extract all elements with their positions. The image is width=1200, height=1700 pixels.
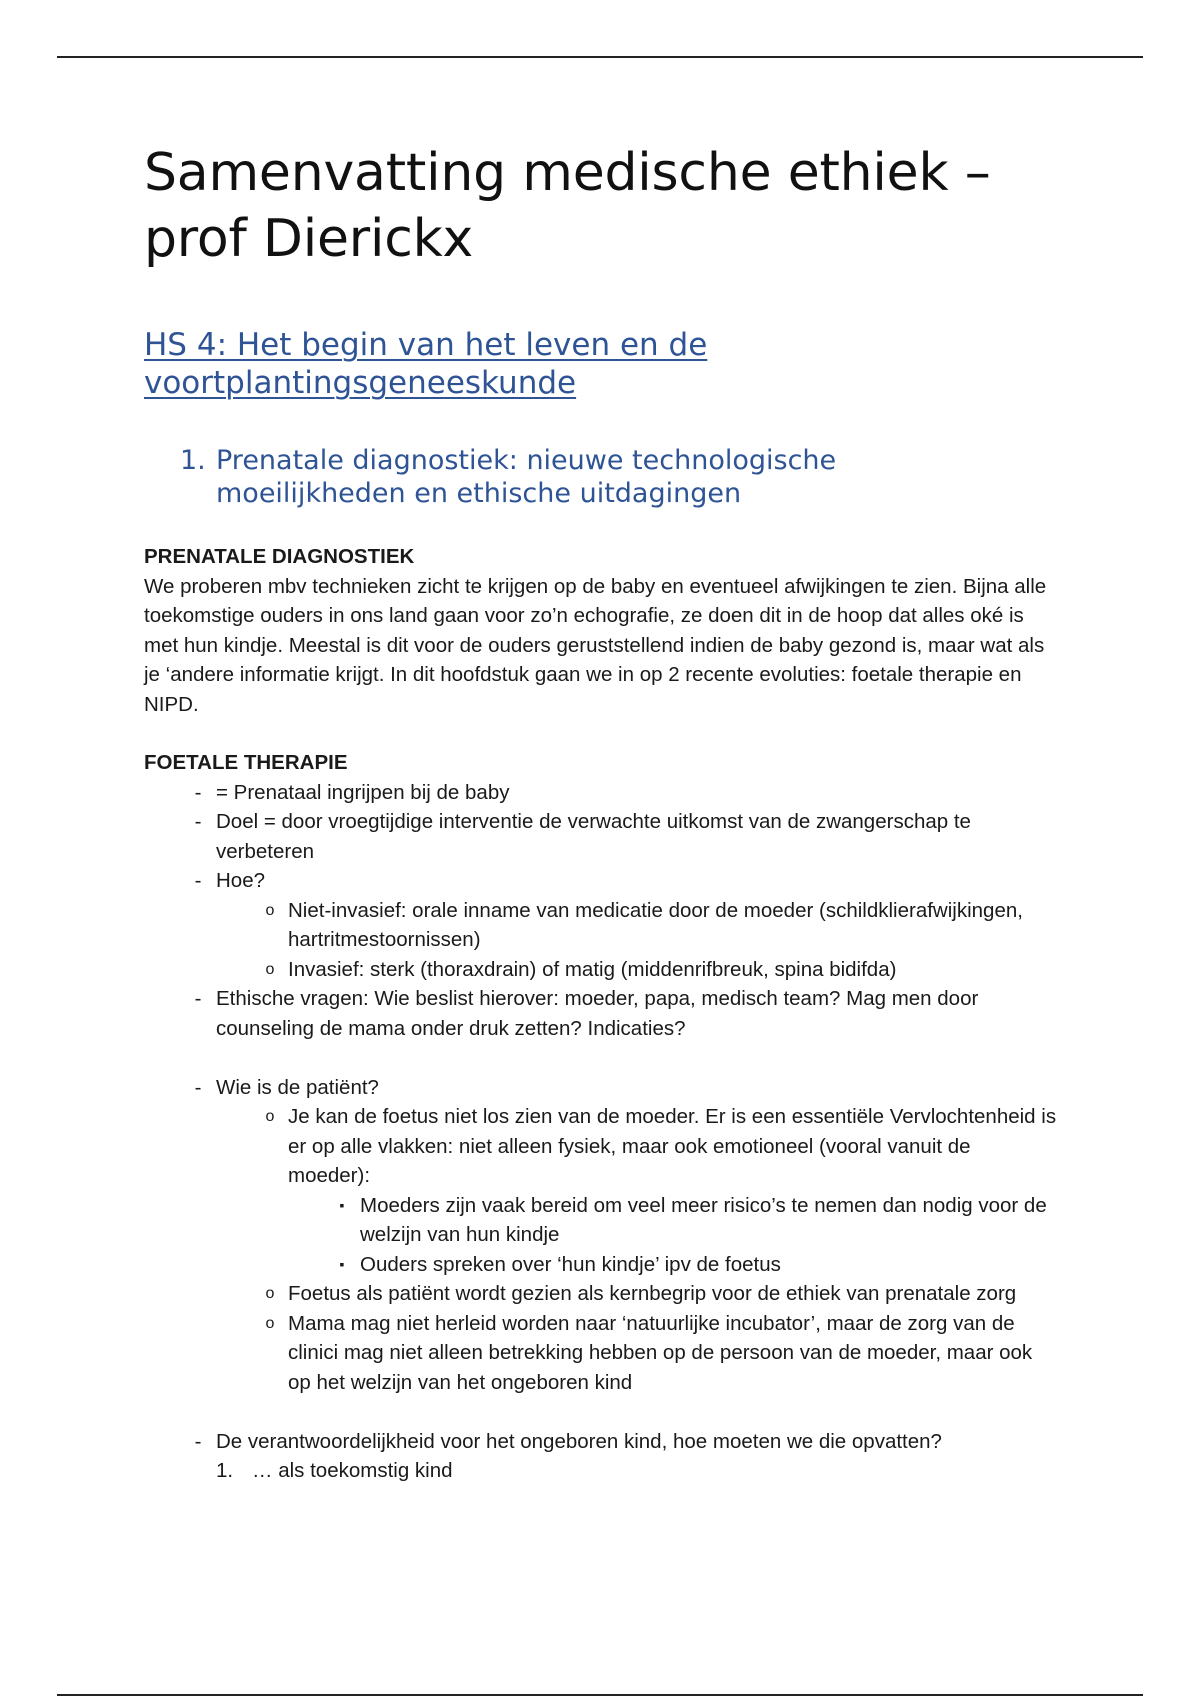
dash-bullet: -	[194, 869, 202, 892]
list-item-text: Moeders zijn vaak bereid om veel meer risico’s te nemen dan nodig voor de welzijn van hun kindje	[360, 1193, 1047, 1246]
section-heading	[180, 444, 1064, 510]
list-item	[144, 896, 1064, 955]
list-item	[144, 955, 1064, 985]
list-item-text: Ouders spreken over ‘hun kindje’ ipv de foetus	[360, 1252, 781, 1276]
dash-bullet: -	[194, 1075, 202, 1099]
list-item	[144, 1250, 1064, 1280]
list-item	[144, 1309, 1064, 1398]
dash-bullet: -	[194, 987, 202, 1010]
dash-bullet: -	[194, 810, 202, 833]
list-item	[144, 866, 1064, 896]
list-item	[144, 807, 1064, 866]
list-item-text: Niet-invasief: orale inname van medicatie door de moeder (schildklierafwijkingen, hartritmestoornissen)	[288, 898, 1023, 951]
list-number: 1.	[216, 1459, 234, 1482]
list-item	[144, 984, 1064, 1043]
foetal-list	[144, 778, 1064, 1486]
chapter-heading: HS 4: Het begin van het leven en de voortplantingsgeneeskunde	[144, 327, 708, 401]
circle-bullet: o	[265, 1108, 275, 1125]
list-item-text: Ethische vragen: Wie beslist hierover: moeder, papa, medisch team? Mag men door counseling de mama onder druk zetten? Indicaties?	[216, 987, 979, 1040]
dash-bullet: -	[194, 1429, 202, 1453]
square-bullet: ▪	[339, 1196, 345, 1213]
list-item	[144, 1191, 1064, 1250]
list-item	[144, 778, 1064, 808]
square-bullet: ▪	[339, 1255, 345, 1272]
bottom-rule	[57, 1694, 1143, 1696]
top-rule	[57, 56, 1143, 58]
list-item-text: Invasief: sterk (thoraxdrain) of matig (middenrifbreuk, spina bidifda)	[288, 957, 897, 981]
list-item-text: Foetus als patiënt wordt gezien als kernbegrip voor de ethiek van prenatale zorg	[288, 1282, 1017, 1305]
list-item-text: De verantwoordelijkheid voor het ongeboren kind, hoe moeten we die opvatten?	[216, 1429, 942, 1453]
list-item	[144, 1279, 1064, 1309]
dash-bullet: -	[194, 780, 202, 804]
circle-bullet: o	[265, 1285, 275, 1302]
list-item-text: Je kan de foetus niet los zien van de moeder. Er is een essentiële Vervlochtenheid is er op alle vlakken: niet alleen fysiek, maar ook emotioneel (vooral vanuit de moeder):	[288, 1105, 1057, 1187]
document-body	[144, 140, 1064, 1486]
circle-bullet: o	[265, 960, 275, 978]
foetal-label: FOETALE THERAPIE	[144, 751, 348, 774]
list-item-text: = Prenataal ingrijpen bij de baby	[216, 780, 510, 804]
list-item-text: Doel = door vroegtijdige interventie de verwachte uitkomst van de zwangerschap te verbeteren	[216, 810, 971, 863]
list-item	[144, 1427, 1064, 1457]
list-item	[144, 1102, 1064, 1191]
list-item-text: Wie is de patiënt?	[216, 1075, 379, 1099]
circle-bullet: o	[265, 901, 275, 919]
list-item-text: Hoe?	[216, 869, 266, 892]
document-title: Samenvatting medische ethiek – prof Dierickx	[144, 143, 991, 269]
section-title: Prenatale diagnostiek: nieuwe technologische moeilijkheden en ethische uitdagingen	[216, 445, 837, 509]
spacer	[144, 1397, 1064, 1427]
prenatal-label: PRENATALE DIAGNOSTIEK	[144, 545, 415, 568]
list-item	[144, 1456, 1064, 1486]
list-item-text: … als toekomstig kind	[252, 1459, 453, 1482]
list-item-text: Mama mag niet herleid worden naar ‘natuurlijke incubator’, maar de zorg van de clinici mag niet alleen betrekking hebben op de persoon van de moeder, maar ook op het welzijn van het ongeboren kind	[288, 1311, 1033, 1394]
section-number: 1.	[180, 445, 206, 476]
circle-bullet: o	[265, 1314, 275, 1332]
prenatal-paragraph: We proberen mbv technieken zicht te krijgen op de baby en eventueel afwijkingen te zien. Bijna alle toekomstige ouders in ons land gaan voor zo’n echografie, ze doen dit in de hoop dat alles oké is met hun kindje. Meestal is dit voor de ouders geruststellend indien de baby gezond is, maar wat als je ‘andere informatie krijgt. In dit hoofdstuk gaan we in op 2 recente evoluties: foetale therapie en NIPD.	[144, 574, 1047, 716]
spacer	[144, 1043, 1064, 1073]
list-item	[144, 1073, 1064, 1103]
